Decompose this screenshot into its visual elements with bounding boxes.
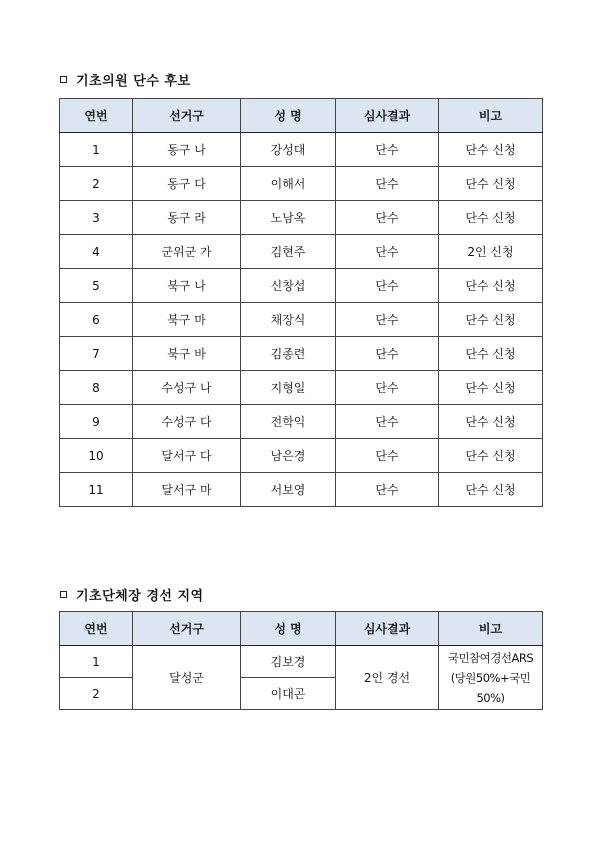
cell-name: 신창섭 (241, 269, 336, 303)
primary-regions-table (59, 611, 543, 710)
header-result: 심사결과 (336, 99, 439, 133)
cell-note: 단수 신청 (439, 371, 543, 405)
cell-result: 단수 (336, 167, 439, 201)
cell-district: 동구 다 (133, 167, 241, 201)
cell-name: 지형일 (241, 371, 336, 405)
cell-result: 단수 (336, 337, 439, 371)
cell-no: 2 (60, 678, 133, 710)
cell-district: 달서구 마 (133, 473, 241, 507)
table-row (60, 303, 543, 337)
single-candidates-table (59, 98, 543, 507)
header-result: 심사결과 (336, 612, 439, 646)
cell-no: 5 (60, 269, 133, 303)
note-line-2: (당원50%+국민50%) (450, 670, 531, 705)
table-row (60, 269, 543, 303)
section-title-single-candidates (60, 70, 191, 89)
header-name: 성 명 (241, 99, 336, 133)
cell-name: 노남옥 (241, 201, 336, 235)
cell-name: 김보경 (241, 646, 336, 678)
cell-district: 수성구 다 (133, 405, 241, 439)
header-note: 비고 (439, 612, 543, 646)
cell-result: 단수 (336, 133, 439, 167)
cell-name: 이대곤 (241, 678, 336, 710)
cell-name: 김현주 (241, 235, 336, 269)
table-row (60, 337, 543, 371)
cell-name: 서보영 (241, 473, 336, 507)
cell-name: 남은경 (241, 439, 336, 473)
table-row (60, 371, 543, 405)
cell-result: 단수 (336, 201, 439, 235)
cell-note: 단수 신청 (439, 269, 543, 303)
cell-no: 9 (60, 405, 133, 439)
section-title-primary-regions (60, 585, 204, 604)
cell-district: 북구 나 (133, 269, 241, 303)
cell-result: 단수 (336, 371, 439, 405)
table-row (60, 133, 543, 167)
cell-no: 7 (60, 337, 133, 371)
cell-district: 수성구 나 (133, 371, 241, 405)
cell-name: 이해서 (241, 167, 336, 201)
header-no: 연번 (60, 612, 133, 646)
cell-note (439, 646, 543, 710)
cell-no: 2 (60, 167, 133, 201)
table-row (60, 201, 543, 235)
cell-district: 동구 라 (133, 201, 241, 235)
table-header-row (60, 612, 543, 646)
table-header-row (60, 99, 543, 133)
header-district: 선거구 (133, 99, 241, 133)
table-row (60, 167, 543, 201)
header-no: 연번 (60, 99, 133, 133)
cell-note: 단수 신청 (439, 167, 543, 201)
cell-note: 2인 신청 (439, 235, 543, 269)
header-note: 비고 (439, 99, 543, 133)
cell-district: 북구 바 (133, 337, 241, 371)
cell-district: 달서구 다 (133, 439, 241, 473)
table-row (60, 646, 543, 678)
cell-result: 단수 (336, 235, 439, 269)
cell-name: 김종련 (241, 337, 336, 371)
cell-no: 6 (60, 303, 133, 337)
cell-note: 단수 신청 (439, 405, 543, 439)
table-row (60, 439, 543, 473)
cell-name: 강성대 (241, 133, 336, 167)
cell-district: 동구 나 (133, 133, 241, 167)
cell-name: 채장식 (241, 303, 336, 337)
table-row (60, 473, 543, 507)
cell-district: 달성군 (133, 646, 241, 710)
cell-result: 2인 경선 (336, 646, 439, 710)
cell-note: 단수 신청 (439, 473, 543, 507)
table-row (60, 235, 543, 269)
section-title-text: 기초단체장 경선 지역 (76, 589, 204, 604)
table-row (60, 405, 543, 439)
note-line-1: 국민참여경선ARS (447, 650, 534, 665)
cell-no: 1 (60, 646, 133, 678)
cell-result: 단수 (336, 439, 439, 473)
cell-note: 단수 신청 (439, 201, 543, 235)
section-title-text: 기초의원 단수 후보 (76, 74, 191, 89)
header-name: 성 명 (241, 612, 336, 646)
cell-no: 11 (60, 473, 133, 507)
cell-no: 8 (60, 371, 133, 405)
cell-no: 4 (60, 235, 133, 269)
cell-result: 단수 (336, 303, 439, 337)
cell-note: 단수 신청 (439, 337, 543, 371)
checkbox-bullet-icon (60, 591, 67, 598)
cell-no: 3 (60, 201, 133, 235)
cell-result: 단수 (336, 473, 439, 507)
cell-district: 북구 마 (133, 303, 241, 337)
cell-note: 단수 신청 (439, 439, 543, 473)
cell-district: 군위군 가 (133, 235, 241, 269)
cell-no: 10 (60, 439, 133, 473)
cell-result: 단수 (336, 269, 439, 303)
cell-result: 단수 (336, 405, 439, 439)
cell-note: 단수 신청 (439, 303, 543, 337)
header-district: 선거구 (133, 612, 241, 646)
cell-note: 단수 신청 (439, 133, 543, 167)
checkbox-bullet-icon (60, 76, 67, 83)
cell-name: 전학익 (241, 405, 336, 439)
cell-no: 1 (60, 133, 133, 167)
